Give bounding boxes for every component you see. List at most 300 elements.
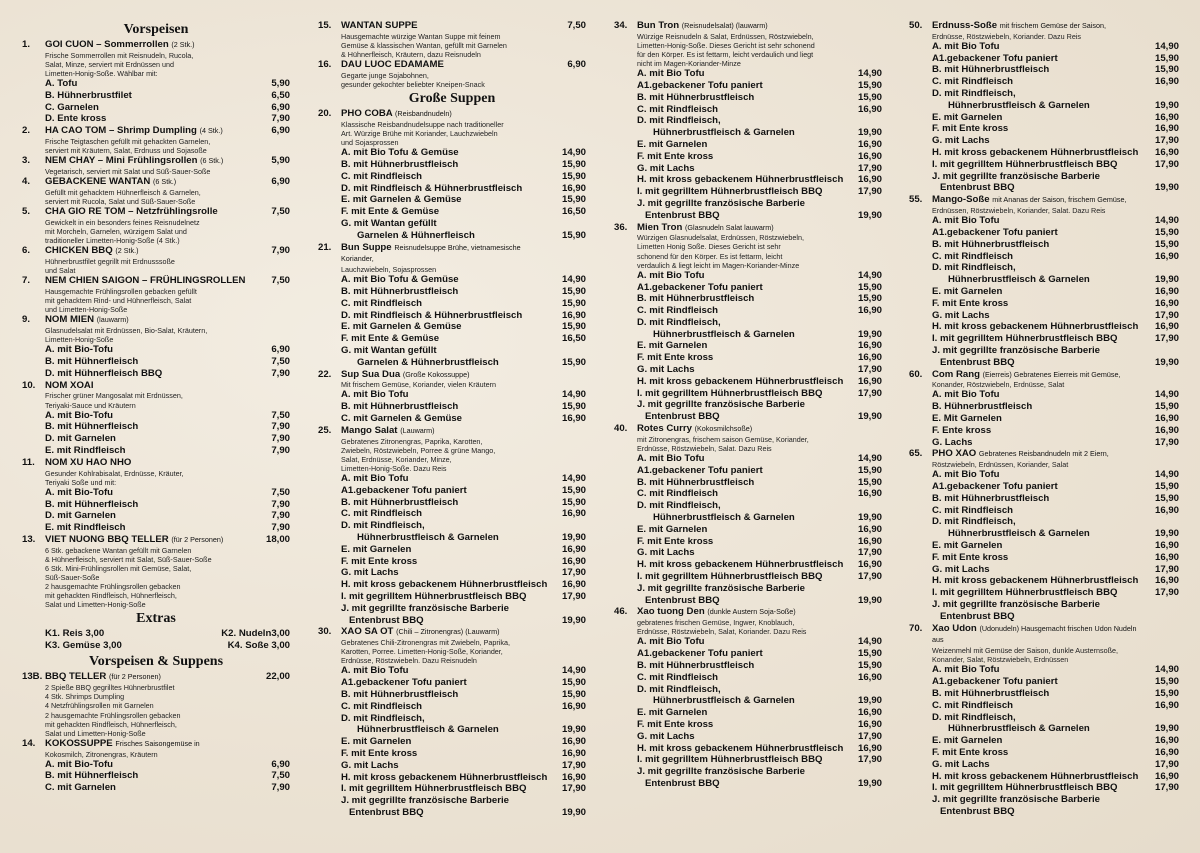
menu-item [614, 606, 882, 789]
option-price: 7,90 [271, 367, 290, 379]
option-price: 15,90 [1154, 492, 1179, 504]
option-name: J. mit gegrillte französische Barberie [932, 344, 1100, 356]
item-option [341, 230, 586, 242]
item-option [932, 389, 1179, 401]
item-number: 50. [909, 20, 923, 31]
option-name: J. mit gegrillte französische Barberie [637, 582, 805, 594]
item-option [45, 522, 290, 534]
item-option [341, 795, 586, 807]
item-description: Art. Würzige Brühe mit Koriander, Lauchzwiebeln [341, 128, 498, 138]
option-name: A1.gebackener Tofu paniert [932, 52, 1058, 64]
item-name-line [341, 369, 548, 381]
option-name: F. mit Ente & Gemüse [341, 206, 440, 218]
option-name: Entenbrust BBQ [341, 807, 424, 819]
option-name: F. mit Ente kross [932, 297, 1009, 309]
option-price: 19,90 [1154, 528, 1179, 540]
option-price: 17,90 [1154, 309, 1179, 321]
menu-item [318, 626, 586, 818]
option-name: I. mit gegrilltem Hühnerbrustfleisch BBQ [637, 571, 823, 583]
option-price: 19,90 [1154, 182, 1179, 194]
item-option [637, 695, 882, 707]
item-name-line [637, 606, 844, 618]
option-name: D. mit Rindfleisch & Hühnerbrustfleisch [341, 309, 523, 321]
item-option [637, 186, 882, 198]
item-header [909, 448, 1179, 460]
option-price: 15,90 [857, 464, 882, 476]
item-name: Erdnuss-Soße [932, 20, 998, 31]
option-price: 14,90 [1154, 469, 1179, 481]
option-price: 6,50 [271, 89, 290, 101]
item-number: 1. [22, 39, 31, 50]
option-name: A. mit Bio Tofu [637, 68, 705, 80]
item-subtitle: (Große Kokossuppe) [402, 369, 470, 379]
item-description: für den Körper. Es ist fettarm, leicht verdaulich und liegt [637, 49, 814, 59]
option-name: B. mit Hühnerbrustfleisch [637, 293, 755, 305]
item-subtitle: (Reisnudelsalat) (lauwarm) [681, 21, 768, 30]
item-header [318, 59, 586, 71]
item-name-line [45, 176, 252, 188]
item-number: 60. [909, 368, 923, 380]
item-option [637, 115, 882, 127]
item-option [932, 100, 1179, 112]
item-option [637, 512, 882, 524]
item-option [932, 321, 1179, 333]
item-number: 15. [318, 20, 332, 31]
option-name: F. mit Ente kross [932, 551, 1009, 563]
option-name: I. mit gegrilltem Hühnerbrustfleisch BBQ [341, 591, 527, 602]
item-price: 6,90 [567, 59, 586, 71]
option-name: A1.gebackener Tofu paniert [932, 226, 1058, 238]
item-price: 6,90 [271, 176, 290, 188]
item-name: Xao tuong Den [637, 606, 705, 618]
option-name: A. mit Bio Tofu [637, 636, 705, 648]
item-option [637, 282, 882, 294]
option-name: D. mit Garnelen [45, 433, 116, 445]
item-option [637, 80, 882, 92]
item-price: 18,00 [265, 533, 290, 545]
extras-row [45, 640, 290, 652]
option-price: 17,90 [857, 547, 882, 559]
item-option [637, 778, 882, 790]
option-name: E. mit Garnelen & Gemüse [341, 321, 462, 333]
option-name: E. mit Garnelen [932, 111, 1003, 123]
option-name: G. mit Wantan gefüllt [341, 217, 437, 229]
item-option [637, 270, 882, 282]
item-price: 5,90 [271, 155, 290, 167]
option-price: 16,90 [857, 150, 882, 162]
option-name: J. mit gegrillte französische Barberie [637, 766, 805, 778]
item-option [637, 477, 882, 489]
item-description: serviert mit Rucola, Salat und Süß-Sauer-Soße [45, 197, 196, 207]
option-price: 16,90 [561, 771, 586, 783]
item-description: & Hühnerfleisch, Kräutern, dazu Reisnudeln [341, 49, 481, 59]
item-name: GOI CUON – Sommerrollen [45, 39, 169, 50]
item-option [45, 499, 290, 511]
item-option [932, 227, 1179, 239]
item-name-line [637, 423, 844, 435]
option-price: 16,90 [857, 488, 882, 500]
item-option [637, 411, 882, 423]
option-name: Hühnerbrustfleisch & Garnelen [637, 695, 795, 707]
item-name-line [341, 108, 548, 120]
option-price: 16,90 [561, 555, 586, 567]
item-name: NOM MIEN [45, 314, 95, 326]
option-price: 15,90 [857, 79, 882, 91]
item-option [637, 524, 882, 536]
option-price: 14,90 [561, 274, 586, 286]
option-name: E. mit Garnelen [637, 138, 708, 150]
option-name: B. mit Hühnerbrustfleisch [341, 401, 459, 413]
option-price: 16,90 [857, 352, 882, 364]
option-price: 14,90 [857, 453, 882, 465]
item-number: 5. [22, 206, 31, 218]
option-price: 16,90 [857, 138, 882, 150]
option-price: 7,50 [271, 486, 290, 498]
item-option [932, 76, 1179, 88]
option-name: I. mit gegrilltem Hühnerbrustfleisch BBQ [637, 754, 823, 766]
option-name: C. mit Rindfleisch [932, 250, 1014, 262]
item-name-line [45, 39, 252, 51]
item-option [932, 575, 1179, 587]
item-description: und Limetten-Honig-Soße [45, 305, 128, 315]
menu-item [22, 206, 290, 245]
option-name: Entenbrust BBQ [932, 182, 1015, 194]
item-option [932, 123, 1179, 135]
option-name: C. mit Rindfleisch [341, 297, 423, 309]
menu-column-3 [614, 20, 882, 790]
option-price: 17,90 [1154, 587, 1179, 599]
item-option [932, 262, 1179, 274]
item-option [637, 305, 882, 317]
option-name: I. mit gegrilltem Hühnerbrustfleisch BBQ [932, 782, 1118, 794]
option-name: C. mit Rindfleisch [932, 504, 1014, 516]
item-description: nicht im Magen-Koriander-Minze [637, 59, 741, 69]
option-name: A. Tofu [45, 78, 78, 90]
option-price: 19,90 [857, 328, 882, 340]
item-option [45, 421, 290, 433]
option-price: 16,90 [1154, 540, 1179, 552]
item-header [22, 125, 290, 137]
option-name: B. mit Hühnerbrustfleisch [637, 91, 755, 103]
option-price: 17,90 [857, 571, 882, 583]
item-header [22, 457, 290, 469]
item-subtitle: (Reisbandnudeln) [395, 109, 452, 119]
option-price: 16,90 [857, 718, 882, 730]
item-option [932, 723, 1179, 735]
item-name: Com Rang [932, 368, 980, 380]
option-price: 16,50 [561, 206, 586, 218]
option-name: G. mit Lachs [932, 563, 990, 575]
option-name: J. mit gegrillte französische Barberie [932, 599, 1100, 611]
item-option [637, 364, 882, 376]
item-header [22, 176, 290, 188]
option-name: H. mit kross gebackenem Hühnerbrustfleisch [637, 375, 844, 387]
item-option [341, 748, 586, 760]
option-name: A. mit Bio-Tofu [45, 758, 114, 770]
menu-item [22, 534, 290, 609]
item-subtitle: (Udonudeln) Hausgemacht frischen Udon Nudeln aus [932, 623, 1137, 645]
item-option [932, 401, 1179, 413]
option-name: B. mit Hühnerbrustfleisch [341, 496, 459, 508]
item-price: 6,90 [271, 125, 290, 137]
option-price: 16,90 [857, 559, 882, 571]
item-number: 3. [22, 155, 31, 167]
option-price: 19,90 [857, 127, 882, 139]
option-price: 7,90 [271, 445, 290, 457]
option-price: 5,90 [271, 78, 290, 90]
option-price: 15,90 [1154, 52, 1179, 64]
option-name: E. mit Rindfleisch [45, 445, 126, 457]
option-price: 15,90 [1154, 238, 1179, 250]
option-name: A. mit Bio Tofu & Gemüse [341, 274, 459, 286]
option-price: 14,90 [561, 389, 586, 401]
option-price: 15,90 [561, 158, 586, 170]
option-name: H. mit kross gebackenem Hühnerbrustfleisch [932, 321, 1139, 333]
item-name: HA CAO TOM – Shrimp Dumpling [45, 125, 197, 137]
item-option [637, 707, 882, 719]
option-price: 17,90 [1154, 158, 1179, 170]
option-price: 14,90 [857, 636, 882, 648]
option-name: C. mit Rindfleisch [932, 76, 1014, 88]
option-name: A1.gebackener Tofu paniert [932, 676, 1058, 688]
option-name: F. mit Ente kross [932, 123, 1009, 135]
option-price: 19,90 [857, 512, 882, 524]
item-option [932, 182, 1179, 194]
option-price: 16,90 [1154, 746, 1179, 758]
item-name-line [45, 245, 252, 257]
section-title: Große Suppen [408, 91, 496, 107]
option-price: 16,90 [1154, 699, 1179, 711]
option-name: I. mit gegrilltem Hühnerbrustfleisch BBQ [932, 158, 1118, 170]
item-description: Salat und Limetten-Honig-Soße [45, 728, 146, 738]
option-name: B. mit Hühnerbrustfleisch [637, 659, 755, 671]
item-description: Salat, Minze, serviert mit Erdnüssen und [45, 59, 175, 69]
option-name: Garnelen & Hühnerfleisch [341, 229, 475, 241]
item-option [637, 453, 882, 465]
item-subtitle: (für 2 Personen) [108, 672, 161, 682]
option-price: 16,90 [857, 340, 882, 352]
option-price: 19,90 [857, 411, 882, 423]
option-price: 15,90 [561, 229, 586, 241]
option-name: G. mit Lachs [932, 135, 990, 147]
item-subtitle: (6 Stk.) [200, 156, 224, 166]
option-price: 16,90 [1154, 111, 1179, 123]
item-description: 2 hausgemachte Frühlingsrollen gebacken [45, 582, 181, 592]
item-option [341, 206, 586, 218]
option-name: Hühnerbrustfleisch & Garnelen [637, 512, 795, 524]
option-name: F. mit Ente kross [637, 150, 714, 162]
option-name: F. mit Ente kross [341, 748, 418, 760]
option-price: 15,90 [561, 170, 586, 182]
option-name: F. mit Ente kross [637, 718, 714, 730]
item-number: 40. [614, 423, 628, 435]
item-option [45, 445, 290, 457]
item-name-line [932, 448, 1141, 460]
item-name-line [341, 242, 548, 266]
option-name: A. mit Bio-Tofu [45, 486, 114, 498]
item-option [341, 567, 586, 579]
option-name: E. mit Garnelen [637, 707, 708, 719]
item-option [637, 352, 882, 364]
item-description: 2 Spieße BBQ gegrilltes Hühnerbrustfilet [45, 683, 175, 693]
option-price: 16,90 [561, 736, 586, 748]
item-subtitle: (lauwarm) [96, 315, 129, 325]
item-option [341, 194, 586, 206]
menu-item [318, 20, 586, 59]
option-price: 17,90 [1154, 436, 1179, 448]
item-option [341, 544, 586, 556]
option-price: 16,90 [561, 579, 586, 591]
item-option [341, 485, 586, 497]
item-option [341, 357, 586, 369]
option-name: J. mit gegrillte französische Barberie [341, 795, 509, 807]
item-header [22, 155, 290, 167]
item-description: Lauchzwiebeln, Sojasprossen [341, 265, 437, 275]
item-subtitle: (für 2 Personen) [171, 534, 224, 544]
option-name: Hühnerbrustfleisch & Garnelen [637, 328, 795, 340]
option-price: 19,90 [1154, 356, 1179, 368]
option-price: 6,90 [271, 101, 290, 113]
item-option [341, 736, 586, 748]
option-name: E. Mit Garnelen [932, 412, 1002, 424]
option-name: A. mit Bio Tofu [341, 665, 409, 677]
option-name: D. mit Rindfleisch, [932, 711, 1016, 723]
option-name: C. mit Rindfleisch [637, 488, 719, 500]
item-description: Glasnudelsalat mit Erdnüssen, Bio-Salat, Kräutern, [45, 326, 208, 336]
item-header [614, 423, 882, 435]
option-price: 15,90 [561, 286, 586, 297]
option-price: 15,90 [857, 281, 882, 293]
item-option [637, 127, 882, 139]
option-name: Entenbrust BBQ [637, 594, 720, 606]
section-title: Vorspeisen [123, 22, 189, 37]
option-price: 16,50 [561, 333, 586, 345]
option-price: 16,90 [1154, 321, 1179, 333]
item-option [932, 53, 1179, 65]
item-subtitle: (Lauwarm) [400, 425, 435, 435]
item-description: 2 hausgemachte Frühlingsrollen gebacken [45, 710, 181, 720]
option-name: A1.gebackener Tofu paniert [637, 281, 763, 293]
item-number: 13. [22, 533, 36, 545]
option-name: A. mit Bio Tofu [341, 389, 409, 401]
item-description: Süß-Sauer-Soße [45, 573, 100, 583]
item-option [637, 571, 882, 583]
item-option [932, 587, 1179, 599]
option-price: 15,90 [1154, 688, 1179, 699]
item-option [932, 274, 1179, 286]
item-name: XAO SA OT [341, 626, 394, 638]
item-option [341, 508, 586, 520]
option-name: Entenbrust BBQ [637, 209, 720, 221]
option-name: D. mit Hühnerfleisch BBQ [45, 367, 163, 379]
option-price: 7,90 [271, 510, 290, 522]
option-name: Hühnerbrustfleisch & Garnelen [932, 528, 1090, 540]
extras-entry: K3. Gemüse 3,00 [45, 640, 122, 652]
option-price: 7,90 [271, 113, 290, 125]
item-header [318, 369, 586, 381]
option-price: 19,90 [857, 209, 882, 221]
item-option [932, 88, 1179, 100]
option-name: D. mit Rindfleisch, [637, 500, 721, 512]
item-number: 46. [614, 606, 628, 618]
option-name: Garnelen & Hühnerbrustfleisch [341, 356, 499, 368]
option-price: 14,90 [857, 269, 882, 281]
item-description: Salat und Limetten-Honig-Soße [45, 600, 146, 610]
item-description: 6 Stk. gebackene Wantan gefüllt mit Garnelen [45, 545, 192, 555]
menu-item [614, 423, 882, 606]
item-option [341, 401, 586, 413]
option-price: 15,90 [857, 648, 882, 660]
item-subtitle: mit Ananas der Saison, frischem Gemüse, [992, 195, 1127, 205]
item-description: Teriyaki-Sauce und Kräutern [45, 400, 136, 410]
option-name: A. mit Bio Tofu & Gemüse [341, 147, 459, 159]
option-name: F. mit Ente kross [637, 352, 714, 364]
item-option [45, 510, 290, 522]
item-option [932, 239, 1179, 251]
option-name: G. mit Lachs [637, 364, 695, 376]
item-option [932, 700, 1179, 712]
option-name: A1.gebackener Tofu paniert [637, 464, 763, 476]
item-description: Kokosmilch, Zitronengras, Kräutern [45, 749, 158, 759]
item-option [637, 672, 882, 684]
item-description: Gefüllt mit gehacktem Hühnerfleisch & Garnelen, [45, 187, 201, 197]
item-name: Mango-Soße [932, 194, 990, 206]
item-subtitle: (Glasnudeln Salat lauwarm) [684, 222, 774, 232]
option-price: 19,90 [1154, 274, 1179, 286]
option-price: 19,90 [857, 594, 882, 606]
option-price: 16,90 [857, 535, 882, 547]
item-description: gebratenes frischen Gemüse, Ingwer, Knoblauch, [637, 618, 795, 628]
item-name-line [45, 155, 252, 167]
option-name: Hühnerbrustfleisch & Garnelen [932, 723, 1090, 735]
item-option [45, 368, 290, 380]
item-name-line [637, 20, 844, 32]
option-price: 15,90 [857, 293, 882, 305]
item-option [932, 493, 1179, 505]
option-price: 16,90 [857, 523, 882, 535]
option-name: E. mit Garnelen [932, 735, 1003, 747]
item-option [341, 298, 586, 310]
item-option [932, 135, 1179, 147]
item-option [637, 104, 882, 116]
option-name: Entenbrust BBQ [932, 805, 1015, 817]
item-description: mit Zitronengras, frischem saison Gemüse, Koriander, [637, 434, 809, 444]
item-name: Mien Tron [637, 221, 683, 233]
item-description: 4 Stk. Shrimps Dumpling [45, 692, 125, 702]
item-header [22, 245, 290, 257]
item-option [932, 215, 1179, 227]
option-name: D. mit Rindfleisch, [341, 520, 425, 532]
item-description: 6 Stk. Mini-Frühlingsrollen mit Gemüse, Salat, [45, 563, 192, 573]
item-description: Limetten-Honig-Soße [45, 335, 114, 345]
item-description: serviert mit Kräutern, Salat, Erdnuss und Sojasoße [45, 146, 207, 156]
item-name: PHO COBA [341, 108, 393, 120]
item-price: 22,00 [265, 671, 290, 683]
option-name: A. mit Bio Tofu [341, 473, 409, 485]
option-price: 14,90 [1154, 664, 1179, 676]
option-name: A1.gebackener Tofu paniert [637, 648, 763, 660]
item-option [932, 333, 1179, 345]
option-price: 19,90 [561, 807, 586, 819]
item-price: 7,50 [271, 275, 290, 287]
item-option [637, 174, 882, 186]
option-name: D. mit Rindfleisch, [637, 683, 721, 695]
option-price: 15,90 [561, 297, 586, 309]
item-option [341, 532, 586, 544]
item-number: 70. [909, 622, 923, 634]
option-name: G. mit Lachs [932, 309, 990, 321]
item-option [932, 425, 1179, 437]
